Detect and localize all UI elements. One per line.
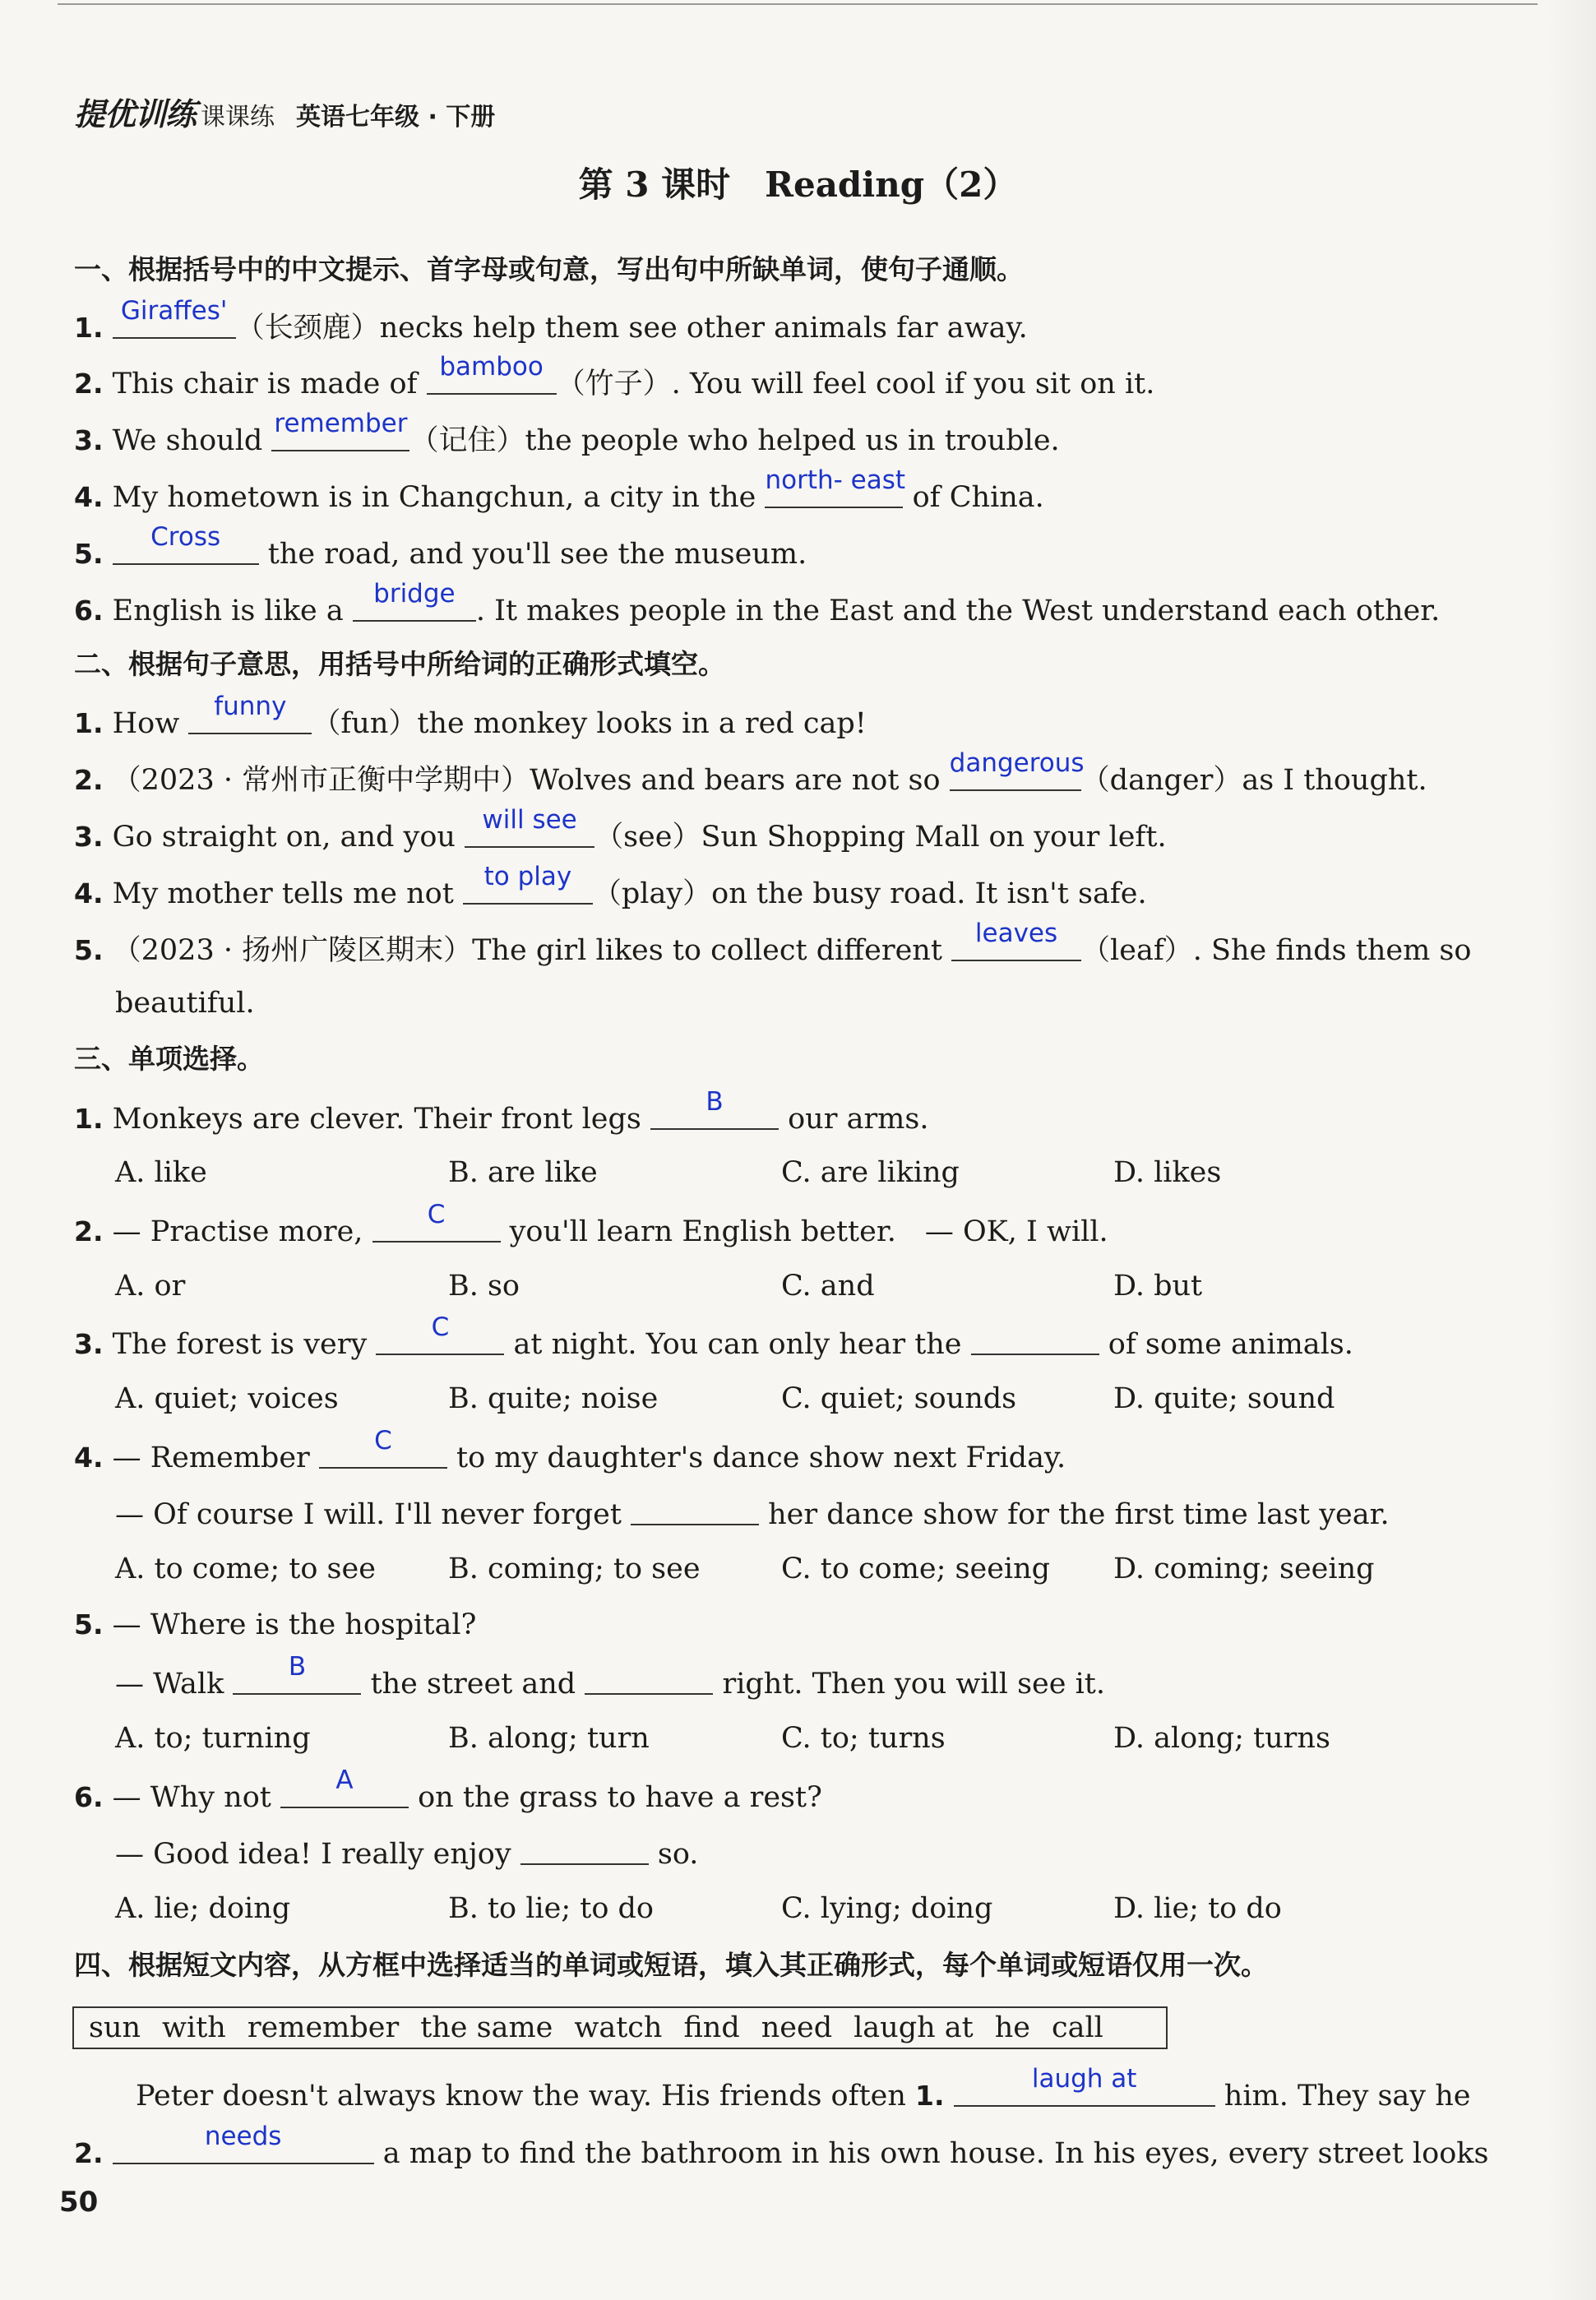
answer-blank[interactable] xyxy=(465,805,594,848)
question-text: This chair is made of xyxy=(112,368,427,400)
option-c[interactable]: C. lying; doing xyxy=(781,1892,993,1925)
word-bank-item: he xyxy=(994,2011,1030,2044)
answer-blank[interactable] xyxy=(188,692,312,734)
s1-question-5 xyxy=(74,522,807,571)
question-text: （danger）as I thought. xyxy=(1080,764,1427,797)
question-number: 6. xyxy=(74,595,104,627)
option-b[interactable]: B. are like xyxy=(448,1156,598,1189)
s3-question-4 xyxy=(74,1426,1066,1474)
handwritten-answer: bridge xyxy=(373,579,456,609)
s3-question-5-line-2 xyxy=(115,1652,1105,1701)
running-header xyxy=(74,89,495,134)
question-text: （play）on the busy road. It isn't safe. xyxy=(592,877,1147,910)
top-rule xyxy=(58,3,1538,5)
s2-question-5 xyxy=(74,919,1472,967)
option-a[interactable]: A. like xyxy=(115,1156,207,1189)
question-text: — Why not xyxy=(112,1781,280,1814)
handwritten-answer: laugh at xyxy=(1031,2064,1137,2094)
question-text: （2023 · 常州市正衡中学期中）Wolves and bears are not so xyxy=(112,764,950,797)
handwritten-answer: will see xyxy=(482,805,577,835)
question-text: — Of course I will. I'll never forget xyxy=(115,1498,631,1531)
answer-blank[interactable] xyxy=(427,352,557,395)
section-1-heading: 一、根据括号中的中文提示、首字母或句意，写出句中所缺单词，使句子通顺。 xyxy=(74,253,1024,285)
handwritten-answer: C xyxy=(427,1200,446,1229)
question-text: — Remember xyxy=(112,1442,319,1474)
word-bank-item: with xyxy=(162,2011,226,2044)
s3-question-4-line-2 xyxy=(115,1496,1390,1531)
option-d[interactable]: D. along; turns xyxy=(1113,1722,1330,1755)
option-c[interactable]: C. and xyxy=(781,1270,875,1303)
handwritten-answer: C xyxy=(431,1312,450,1342)
question-text: （记住）the people who helped us in trouble. xyxy=(409,424,1060,457)
question-text: so. xyxy=(648,1838,699,1871)
option-d[interactable]: D. quite; sound xyxy=(1113,1382,1335,1415)
word-bank-item: need xyxy=(761,2011,833,2044)
question-number: 3. xyxy=(74,424,104,456)
option-b[interactable]: B. so xyxy=(448,1270,520,1303)
page-number: 50 xyxy=(59,2186,99,2219)
word-bank-item: remember xyxy=(247,2011,400,2044)
s1-question-1 xyxy=(74,296,1028,345)
s2-question-4 xyxy=(74,862,1147,910)
option-a[interactable]: A. quiet; voices xyxy=(115,1382,339,1415)
question-text: on the grass to have a rest? xyxy=(408,1781,822,1814)
question-text: We should xyxy=(112,424,272,457)
question-number: 3. xyxy=(74,821,104,853)
answer-blank[interactable] xyxy=(280,1765,409,1808)
handwritten-answer: north- east xyxy=(765,465,906,495)
blank-number: 1. xyxy=(915,2080,945,2112)
passage-text: Peter doesn't always know the way. His friends often xyxy=(136,2080,916,2113)
question-text: to my daughter's dance show next Friday. xyxy=(446,1442,1066,1474)
answer-blank-2[interactable] xyxy=(971,1326,1099,1355)
answer-blank[interactable] xyxy=(949,748,1085,791)
question-text: — Practise more, xyxy=(112,1215,372,1248)
s3-question-5 xyxy=(74,1608,476,1641)
question-text: of China. xyxy=(903,481,1044,514)
question-text: right. Then you will see it. xyxy=(713,1668,1105,1701)
question-number: 2. xyxy=(74,1215,104,1247)
word-bank-item: laugh at xyxy=(854,2011,974,2044)
question-text: How xyxy=(112,707,189,740)
question-number: 5. xyxy=(74,934,104,966)
s3-question-1 xyxy=(74,1087,929,1136)
option-d[interactable]: D. but xyxy=(1113,1270,1203,1303)
question-text: at night. You can only hear the xyxy=(504,1328,971,1361)
handwritten-answer: dangerous xyxy=(949,748,1085,778)
passage-text: a map to find the bathroom in his own house. In his eyes, every street looks xyxy=(373,2137,1489,2170)
question-number: 4. xyxy=(74,481,104,513)
word-bank-item: find xyxy=(683,2011,740,2044)
question-text: （2023 · 扬州广陵区期末）The girl likes to collect different xyxy=(112,934,952,967)
question-text: （leaf）. She finds them so xyxy=(1081,934,1472,967)
answer-blank[interactable] xyxy=(271,409,409,451)
book-title: 英语七年级 · 下册 xyxy=(296,103,496,132)
section-4-heading: 四、根据短文内容，从方框中选择适当的单词或短语，填入其正确形式，每个单词或短语仅用一次。 xyxy=(74,1949,1268,1981)
handwritten-answer: remember xyxy=(274,409,408,438)
series-logo: 提优训练 xyxy=(74,96,197,132)
answer-blank[interactable] xyxy=(113,522,259,565)
lesson-title: 第 3 课时 Reading（2） xyxy=(578,164,1018,205)
answer-blank[interactable] xyxy=(113,2122,374,2164)
answer-blank[interactable] xyxy=(951,919,1081,961)
question-text: — Where is the hospital? xyxy=(112,1608,477,1641)
answer-blank[interactable] xyxy=(954,2064,1215,2107)
passage-text: him. They say he xyxy=(1214,2080,1471,2113)
question-text: — Good idea! I really enjoy xyxy=(115,1838,520,1871)
option-c[interactable]: C. are liking xyxy=(781,1156,960,1189)
s3-question-6 xyxy=(74,1765,822,1814)
handwritten-answer: B xyxy=(705,1087,724,1117)
word-bank-item: the same xyxy=(420,2011,553,2044)
question-text: you'll learn English better. — OK, I will. xyxy=(500,1215,1108,1248)
question-text: Go straight on, and you xyxy=(112,821,465,854)
answer-blank[interactable] xyxy=(319,1426,447,1469)
option-b[interactable]: B. along; turn xyxy=(448,1722,650,1755)
option-d[interactable]: D. likes xyxy=(1113,1156,1222,1189)
s2-question-1 xyxy=(74,692,867,740)
question-text: The forest is very xyxy=(112,1328,377,1361)
handwritten-answer: B xyxy=(288,1652,307,1682)
option-c[interactable]: C. to come; seeing xyxy=(781,1553,1051,1585)
word-bank-item: watch xyxy=(574,2011,663,2044)
s3-question-3 xyxy=(74,1312,1353,1361)
s1-question-6 xyxy=(74,579,1441,627)
answer-blank[interactable] xyxy=(113,296,236,339)
question-number: 1. xyxy=(74,1103,104,1135)
question-text: our arms. xyxy=(778,1103,929,1136)
question-text: （竹子）. You will feel cool if you sit on it. xyxy=(556,368,1155,400)
question-number: 4. xyxy=(74,1442,104,1474)
answer-blank-2[interactable] xyxy=(631,1496,759,1525)
answer-blank[interactable] xyxy=(376,1312,504,1355)
answer-blank[interactable] xyxy=(650,1087,779,1130)
handwritten-answer: needs xyxy=(204,2122,282,2151)
option-d[interactable]: D. coming; seeing xyxy=(1113,1553,1375,1585)
answer-blank[interactable] xyxy=(372,1200,501,1243)
s2-question-2 xyxy=(74,748,1427,797)
question-text: （长颈鹿）necks help them see other animals far away. xyxy=(235,312,1028,345)
handwritten-answer: Cross xyxy=(150,522,221,552)
option-a[interactable]: A. lie; doing xyxy=(115,1892,291,1925)
question-text: My mother tells me not xyxy=(112,877,463,910)
s2-question-5-continuation: beautiful. xyxy=(115,987,255,1020)
question-text: . It makes people in the East and the West understand each other. xyxy=(475,595,1441,627)
answer-blank[interactable] xyxy=(353,579,476,622)
question-number: 2. xyxy=(74,368,104,400)
page-edge-shadow xyxy=(1547,0,1596,2300)
answer-blank[interactable] xyxy=(765,465,906,508)
passage-line-1 xyxy=(136,2064,1471,2113)
s3-question-2 xyxy=(74,1200,1108,1248)
option-b[interactable]: B. coming; to see xyxy=(448,1553,701,1585)
option-a[interactable]: A. to come; to see xyxy=(115,1553,376,1585)
handwritten-answer: leaves xyxy=(974,919,1058,948)
handwritten-answer: Giraffes' xyxy=(120,296,228,326)
question-text: English is like a xyxy=(112,595,353,627)
s1-question-3 xyxy=(74,409,1060,457)
handwritten-answer: C xyxy=(374,1426,392,1455)
word-bank-item: call xyxy=(1051,2011,1103,2044)
question-number: 4. xyxy=(74,877,104,909)
question-text: the road, and you'll see the museum. xyxy=(258,538,807,571)
answer-blank-2[interactable] xyxy=(585,1665,713,1695)
question-number: 6. xyxy=(74,1781,104,1813)
word-bank-box xyxy=(72,2006,1168,2049)
answer-blank-2[interactable] xyxy=(520,1835,649,1865)
option-a[interactable]: A. to; turning xyxy=(115,1722,311,1755)
passage-line-2 xyxy=(74,2122,1489,2170)
section-2-heading: 二、根据句子意思，用括号中所给词的正确形式填空。 xyxy=(74,648,725,680)
answer-blank[interactable] xyxy=(463,862,593,905)
blank-number: 2. xyxy=(74,2137,104,2169)
option-c[interactable]: C. to; turns xyxy=(781,1722,946,1755)
question-number: 5. xyxy=(74,538,104,570)
question-text: — Walk xyxy=(115,1668,234,1701)
question-text: of some animals. xyxy=(1099,1328,1353,1361)
series-subtitle: 课课练 xyxy=(201,103,275,132)
section-3-heading: 三、单项选择。 xyxy=(74,1043,264,1075)
handwritten-answer: funny xyxy=(214,692,287,721)
option-c[interactable]: C. quiet; sounds xyxy=(781,1382,1017,1415)
question-text: her dance show for the first time last year. xyxy=(759,1498,1390,1531)
question-text: （see）Sun Shopping Mall on your left. xyxy=(594,821,1167,854)
question-number: 3. xyxy=(74,1328,104,1360)
question-number: 1. xyxy=(74,312,104,344)
question-text: the street and xyxy=(361,1668,585,1701)
question-text: （fun）the monkey looks in a red cap! xyxy=(312,707,867,740)
option-d[interactable]: D. lie; to do xyxy=(1113,1892,1282,1925)
question-number: 1. xyxy=(74,707,104,739)
handwritten-answer: to play xyxy=(483,862,572,891)
s1-question-4 xyxy=(74,465,1044,514)
question-text: My hometown is in Changchun, a city in the xyxy=(112,481,766,514)
question-number: 2. xyxy=(74,764,104,796)
option-b[interactable]: B. to lie; to do xyxy=(448,1892,654,1925)
question-text: Monkeys are clever. Their front legs xyxy=(112,1103,650,1136)
s3-question-6-line-2 xyxy=(115,1835,698,1871)
question-number: 5. xyxy=(74,1608,104,1641)
word-bank-item: sun xyxy=(89,2011,141,2044)
handwritten-answer: bamboo xyxy=(439,352,544,382)
option-b[interactable]: B. quite; noise xyxy=(448,1382,659,1415)
s1-question-2 xyxy=(74,352,1155,400)
handwritten-answer: A xyxy=(335,1765,354,1795)
s2-question-3 xyxy=(74,805,1167,854)
answer-blank[interactable] xyxy=(233,1652,361,1695)
option-a[interactable]: A. or xyxy=(115,1270,186,1303)
